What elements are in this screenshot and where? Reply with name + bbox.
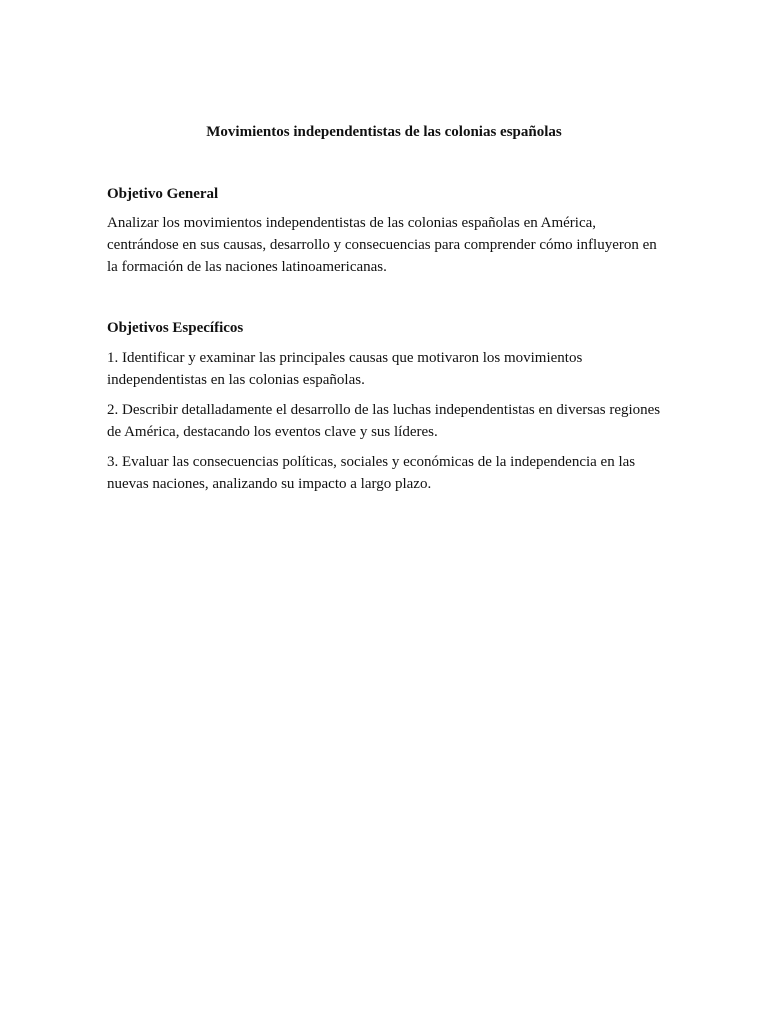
specific-objective-item: 2. Describir detalladamente el desarrollo de las luchas independentistas en diversas regiones de América, destacando los eventos clave y sus líderes. — [107, 402, 661, 440]
specific-objective-item: 3. Evaluar las consecuencias políticas, sociales y económicas de la independencia en las nuevas naciones, analizando su impacto a largo plazo. — [107, 454, 636, 492]
specific-objectives-heading: Objetivos Específicos — [107, 320, 244, 336]
general-objective-heading: Objetivo General — [107, 186, 219, 202]
specific-objective-item: 1. Identificar y examinar las principales causas que motivaron los movimientos independentistas en las colonias españolas. — [107, 350, 583, 388]
general-objective-text: Analizar los movimientos independentistas de las colonias españolas en América, centrándose en sus causas, desarrollo y consecuencias para comprender cómo influyeron en la formación de las naciones latinoamericanas. — [107, 215, 657, 275]
document-title: Movimientos independentistas de las colonias españolas — [206, 124, 562, 140]
